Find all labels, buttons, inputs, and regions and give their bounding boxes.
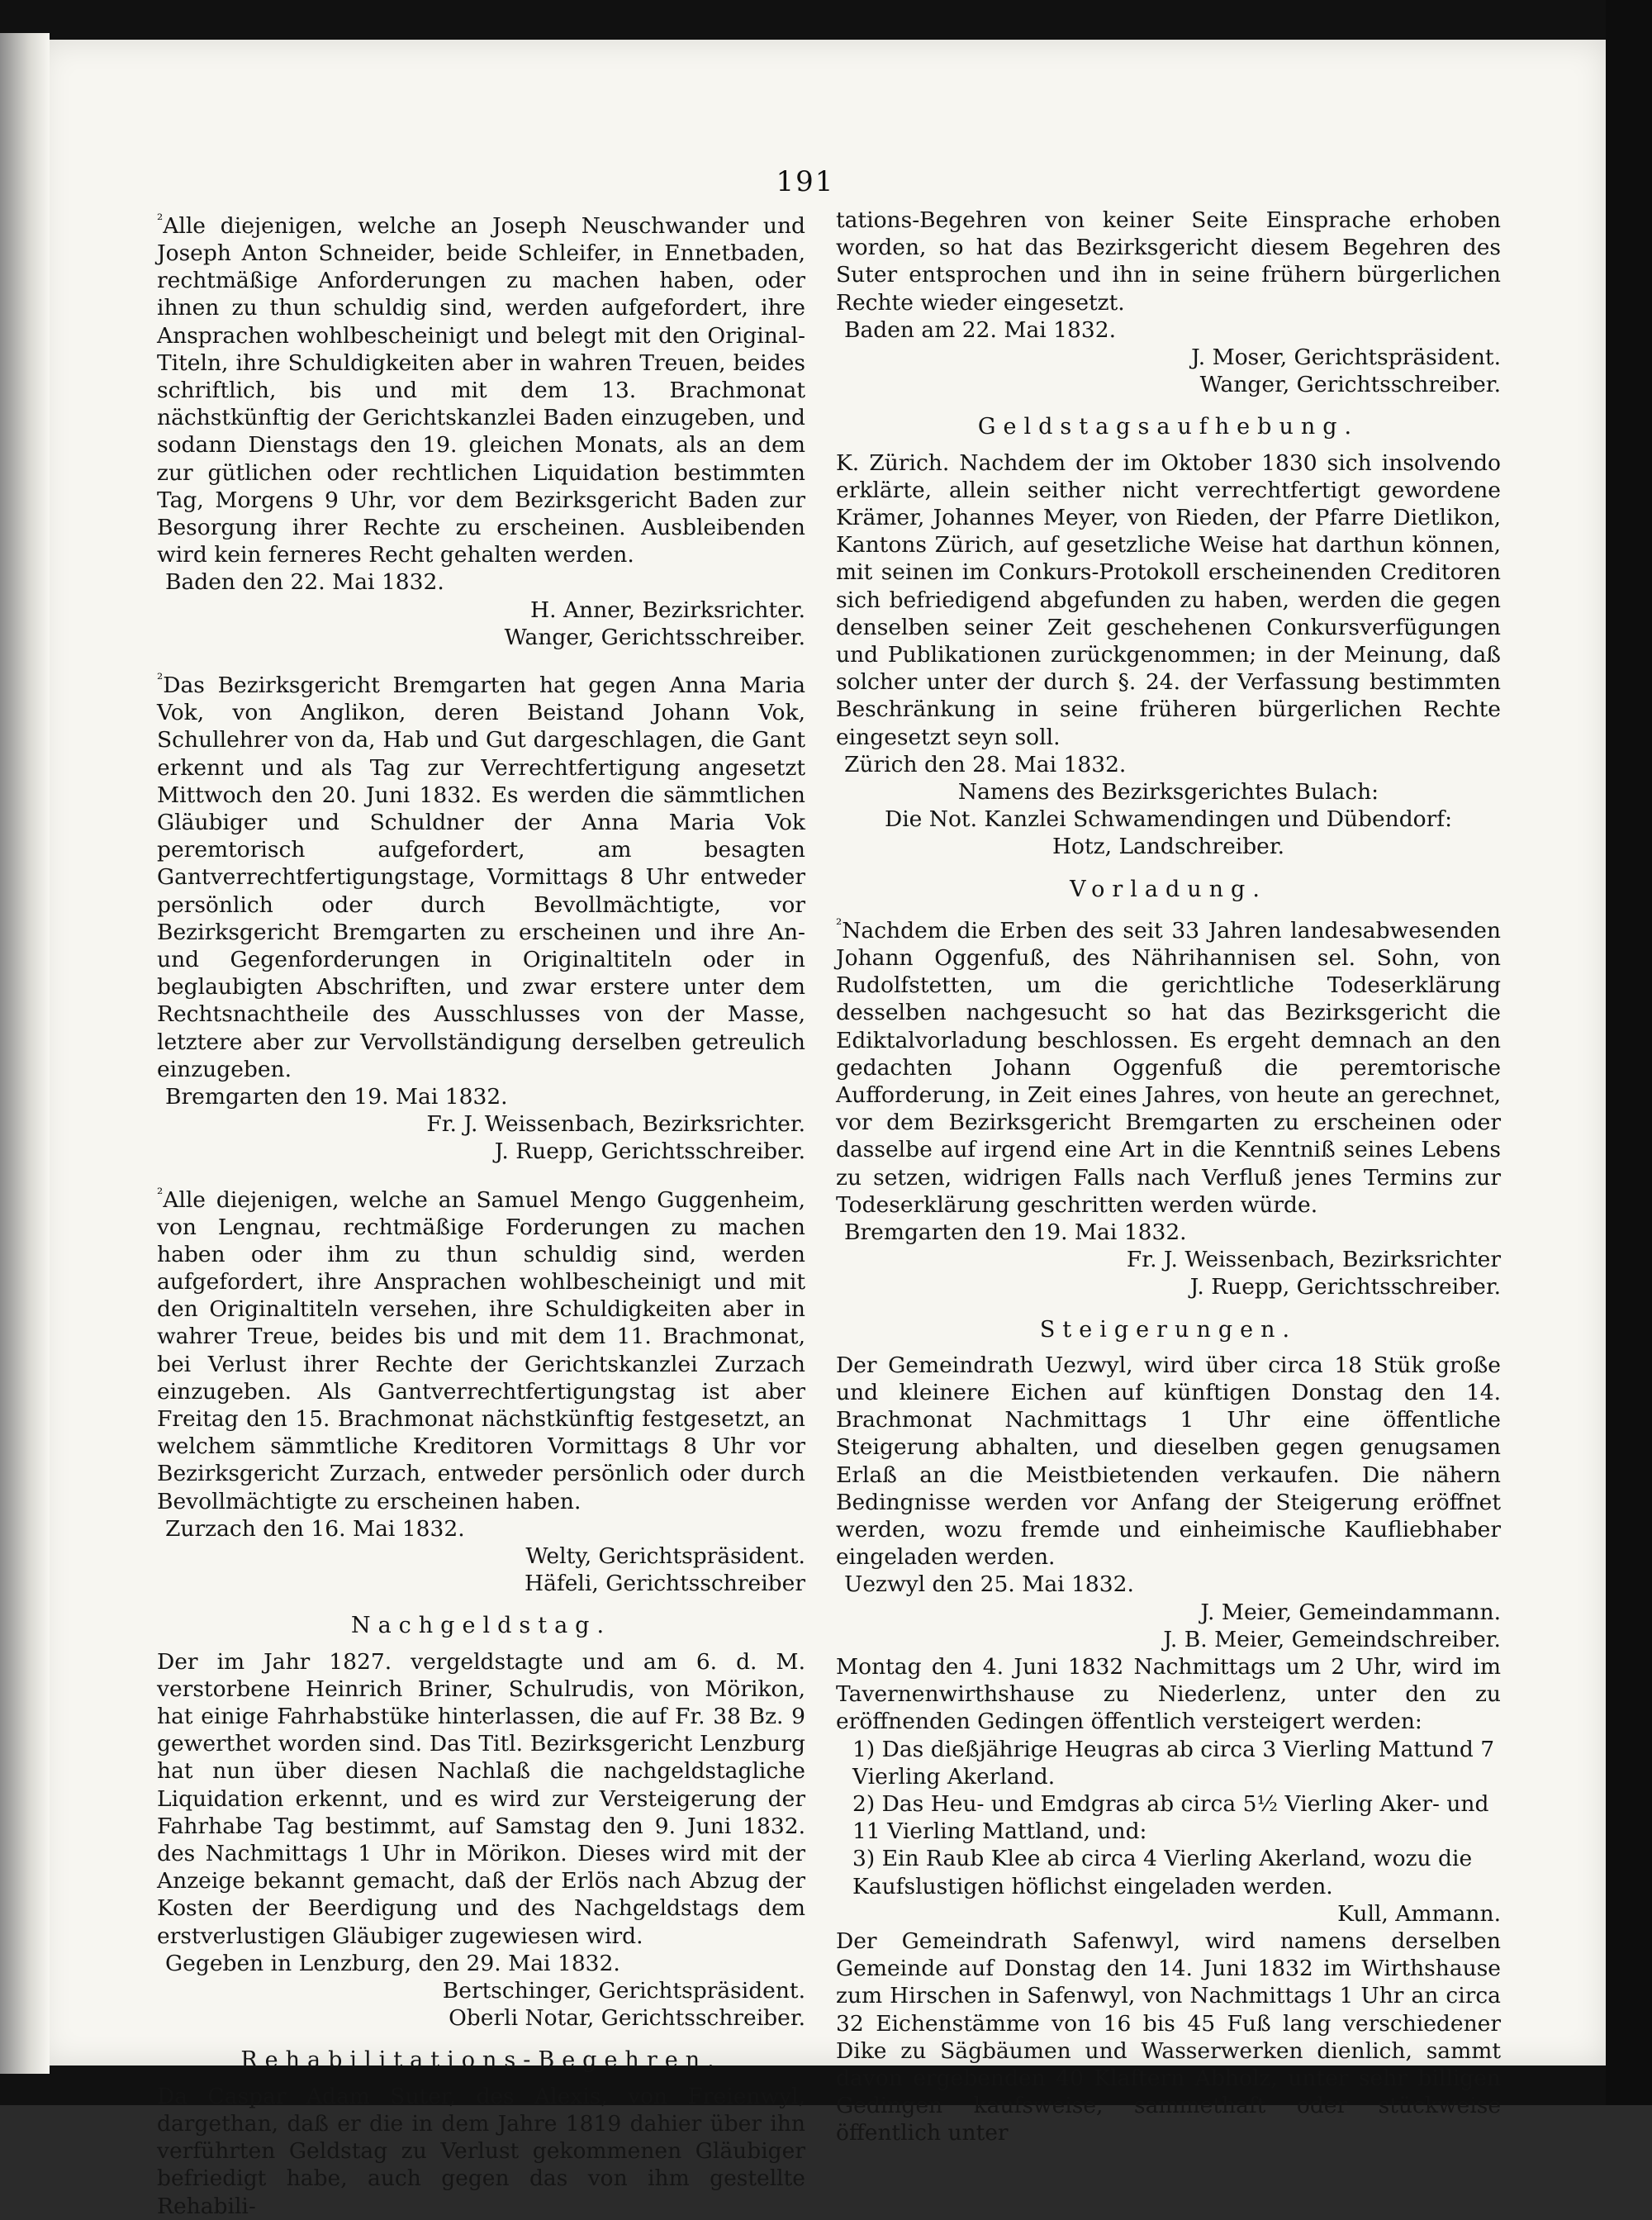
notice-paragraph	[836, 911, 1501, 1219]
block-text: Vorladung.	[1070, 876, 1267, 902]
block-text: tations-Begehren von keiner Seite Einsprache erhoben worden, so hat das Bezirksgericht diesem Begehren des Suter entsprochen und ihn in seine frühern bürgerlichen Rechte wieder eingesetzt.	[836, 207, 1501, 316]
notice-signature	[836, 1246, 1501, 1273]
section-heading	[836, 413, 1501, 440]
notice-paragraph	[157, 1648, 805, 1950]
block-text: Zurzach den 16. Mai 1832.	[165, 1515, 465, 1542]
notice-paragraph	[157, 1181, 805, 1515]
block-text: Häfeli, Gerichtsschreiber	[525, 1571, 805, 1597]
left-column	[157, 207, 805, 2220]
scan-right-edge	[1606, 0, 1652, 2105]
block-text: J. Moser, Gerichtspräsident.	[1191, 345, 1501, 371]
notice-signature	[157, 1570, 805, 1597]
notice-signature	[836, 1900, 1501, 1928]
notice-signature	[157, 597, 805, 624]
notice-signature	[157, 1977, 805, 2004]
list-item	[852, 1845, 1501, 1899]
page-number: 191	[776, 165, 835, 198]
block-text: Nachdem die Erben des seit 33 Jahren landesabwesenden Johann Oggenfuß, des Nährihannisen sel. Sohn, von Rudolfstetten, um die gerichtliche Todeserklärung desselben nachgesucht so hat das Bezirksgericht die Ediktalvorladung beschlossen. Es ergeht demnach an den gedachten Johann Oggenfuß die peremtorische Aufforderung, in Zeit eines Jahres, von heute an gerechnet, vor dem Bezirksgericht Bremgarten zu erscheinen oder dasselbe auf irgend eine Art in die Kenntniß seines Lebens zu setzen, widrigen Falls nach Verfluß jenes Termins zur Todeserklärung geschritten werden würde.	[836, 917, 1501, 1218]
insertion-mark: ²	[157, 671, 164, 689]
section-heading	[836, 1316, 1501, 1343]
section-heading	[836, 876, 1501, 903]
block-text: Bremgarten den 19. Mai 1832.	[844, 1219, 1187, 1245]
block-text: Der im Jahr 1827. vergeldstagte und am 6. d. M. verstorbene Heinrich Briner, Schulrudis, von Mörikon, hat einige Fahrhabstüke hinterlassen, die auf Fr. 38 Bz. 9 gewerthet worden sind. Das Titl. Bezirksgericht Lenzburg hat nun über diesen Nachlaß die nachgeldstagliche Liquidation erkennt, und es wird zur Versteigerung der Fahrhabe Tag bestimmt, auf Samstag den 9. Juni 1832. des Nachmittags 1 Uhr in Mörikon. Dieses wird mit der Anzeige bekannt gemacht, daß der Erlös nach Abzug der Kosten der Beerdigung und des Nachgeldstags dem erstverlustigen Gläubiger zugewiesen wird.	[157, 1648, 805, 1949]
notice-paragraph	[836, 207, 1501, 316]
block-text: Kull, Ammann.	[1337, 1900, 1501, 1927]
notice-dateline	[844, 1571, 1501, 1598]
block-text: Baden am 22. Mai 1832.	[844, 316, 1117, 343]
notice-signature	[157, 1110, 805, 1138]
block-text: Namens des Bezirksgerichtes Bulach:	[957, 779, 1379, 806]
notice-signature	[836, 371, 1501, 398]
block-text: Hotz, Landschreiber.	[1051, 834, 1285, 860]
notice-signature	[157, 2004, 805, 2032]
block-text: Der Gemeindrath Uezwyl, wird über circa 18 Stük große und kleinere Eichen auf künftigen Donstag den 14. Brachmonat Nachmittags 1 Uhr eine öffentliche Steigerung abhalten, und dieselben gegen genugsamen Erlaß an die Meistbietenden verkaufen. Die nähern Bedingnisse werden vor Anfang der Steigerung eröffnet werden, wozu fremde und einheimische Kaufliebhaber eingeladen werden.	[836, 1352, 1501, 1571]
block-text: Bertschinger, Gerichtspräsident.	[442, 1978, 805, 2004]
page-spine-shadow	[0, 33, 50, 2074]
block-text: Welty, Gerichtspräsident.	[525, 1543, 805, 1570]
block-text: Wanger, Gerichtsschreiber.	[1199, 372, 1501, 398]
block-text: Gegeben in Lenzburg, den 29. Mai 1832.	[165, 1950, 620, 1976]
section-heading	[157, 1612, 805, 1639]
block-text: Zürich den 28. Mai 1832.	[844, 751, 1127, 777]
notice-signature	[836, 1626, 1501, 1653]
block-text: Uezwyl den 25. Mai 1832.	[844, 1571, 1134, 1598]
block-text: H. Anner, Bezirksrichter.	[530, 597, 805, 623]
insertion-mark: ²	[157, 212, 164, 229]
block-text: Da Caspar Adam Suter, des Alexis, von Freienwyl, dargethan, daß er die in dem Jahre 1819 dahier über ihn verführten Geldstag zu Verlust gekommenen Gläubiger befriedigt habe, auch gegen das von ihm gestellte Rehabili-	[157, 2083, 805, 2219]
centered-line	[836, 833, 1501, 860]
list-item	[852, 1790, 1501, 1845]
centered-line	[836, 778, 1501, 806]
block-text: Wanger, Gerichtsschreiber.	[504, 624, 805, 650]
block-text: Oberli Notar, Gerichtsschreiber.	[449, 2005, 805, 2032]
insertion-mark: ²	[157, 1185, 164, 1203]
block-text: Alle diejenigen, welche an Joseph Neuschwander und Joseph Anton Schneider, beide Schleifer, in Ennetbaden, rechtmäßige Anforderungen zu machen haben, oder ihnen zu thun schuldig sind, werden aufgefordert, ihre Ansprachen wohlbescheinigt und belegt mit den Original-Titeln, ihre Schuldigkeiten aber in wahren Treuen, beides schriftlich, bis und mit dem 13. Brachmonat nächstkünftig der Gerichtskanzlei Baden einzugeben, und sodann Dienstags den 19. gleichen Monats, als an dem zur gütlichen oder rechtlichen Liquidation bestimmten Tag, Morgens 9 Uhr, vor dem Bezirksgericht Baden zur Besorgung ihrer Rechte zu erscheinen. Ausbleibenden wird kein ferneres Recht gehalten werden.	[157, 212, 805, 568]
block-text: K. Zürich. Nachdem der im Oktober 1830 sich insolvendo erklärte, allein seither nicht verrechtfertigt gewordene Krämer, Johannes Meyer, von Rieden, der Pfarre Dietlikon, Kantons Zürich, auf gesetzliche Weise hat darthun können, mit seinen im Conkurs-Protokoll erscheinenden Creditoren sich befriedigend abgefunden zu haben, werden die gegen denselben seiner Zeit geschehenen Conkursverfügungen und Publikationen zurückgenommen; in der Meinung, daß solcher unter der durch §. 24. der Verfassung bestimmten Beschränkung in seine früheren bürgerlichen Rechte eingesetzt seyn soll.	[836, 449, 1501, 750]
notice-signature	[836, 344, 1501, 371]
block-text: J. Meier, Gemeindammann.	[1200, 1599, 1501, 1625]
block-text: Fr. J. Weissenbach, Bezirksrichter	[1126, 1247, 1501, 1273]
insertion-mark: ²	[836, 915, 843, 934]
notice-dateline	[165, 568, 805, 596]
notice-dateline	[844, 1219, 1501, 1246]
block-text: Alle diejenigen, welche an Samuel Mengo Guggenheim, von Lengnau, rechtmäßige Forderungen zu machen haben oder ihm zu thun schuldig sind, werden aufgefordert, ihre Ansprachen wohlbescheinigt und mit den Originaltiteln versehen, ihre Schuldigkeiten aber in wahrer Treue, beides bis und mit dem 11. Brachmonat, bei Verlust ihrer Rechte der Gerichtskanzlei Zurzach einzugeben. Als Gantverrechtfertigungstag ist aber Freitag den 15. Brachmonat nächstkünftig festgesetzt, an welchem sämmtliche Kreditoren Vormittags 8 Uhr vor Bezirksgericht Zurzach, entweder persönlich oder durch Bevollmächtigte zu erscheinen haben.	[157, 1186, 805, 1514]
block-text: Nachgeldstag.	[350, 1613, 612, 1639]
right-column	[836, 207, 1501, 2147]
block-text: Rehabilitations-Begehren.	[240, 2047, 722, 2074]
section-heading	[157, 2046, 805, 2074]
block-text: J. Ruepp, Gerichtsschreiber.	[1189, 1274, 1501, 1300]
notice-signature	[157, 624, 805, 651]
block-text: 3) Ein Raub Klee ab circa 4 Vierling Akerland, wozu die Kaufslustigen höflichst eingeladen werden.	[852, 1846, 1473, 1899]
block-text: Der Gemeindrath Safenwyl, wird namens derselben Gemeinde auf Donstag den 14. Juni 1832 im Wirthshause zum Hirschen in Safenwyl, von Nachmittags 1 Uhr an circa 32 Eichenstämme von 16 bis 45 Fuß lang verschiedener Dike zu Sägbäumen und Wasserwerken dienlich, sammt davon ergebenden 40 Klaftern Abholz, unter sehr billigen Gedingen kaufsweise, sammethaft oder stückweise öffentlich unter	[836, 1928, 1501, 2146]
notice-signature	[157, 1543, 805, 1570]
block-text: Das Bezirksgericht Bremgarten hat gegen Anna Maria Vok, von Anglikon, deren Beistand Johann Vok, Schullehrer von da, Hab und Gut dargeschlagen, die Gant erkennt und als Tag zur Verrechtfertigung angesetzt Mittwoch den 20. Juni 1832. Es werden die sämmtlichen Gläubiger und Schuldner der Anna Maria Vok peremtorisch aufgefordert, am besagten Gantverrechtfertigungstage, Vormittags 8 Uhr entweder persönlich oder durch Bevollmächtigte, vor Bezirksgericht Bremgarten zu erscheinen und ihre An- und Gegenforderungen in Originaltiteln oder in beglaubigten Abschriften, und zwar erstere unter dem Rechtsnachtheile des Ausschlusses von der Masse, letztere aber zur Vervollständigung derselben getreulich einzugeben.	[157, 672, 805, 1082]
spacer	[157, 651, 805, 666]
block-text: Die Not. Kanzlei Schwamendingen und Dübendorf:	[884, 806, 1453, 833]
notice-paragraph	[157, 207, 805, 568]
centered-line	[836, 806, 1501, 833]
block-text: Montag den 4. Juni 1832 Nachmittags um 2 Uhr, wird im Tavernenwirthshause zu Niederlenz, unter den zu eröffnenden Gedingen öffentlich versteigert werden:	[836, 1653, 1501, 1735]
notice-signature	[836, 1273, 1501, 1300]
block-text: J. Ruepp, Gerichtsschreiber.	[494, 1139, 805, 1165]
notice-paragraph	[836, 449, 1501, 751]
block-text: Steigerungen.	[1039, 1316, 1298, 1343]
block-text: 2) Das Heu- und Emdgras ab circa 5½ Vierling Aker- und 11 Vierling Mattland, und:	[852, 1791, 1489, 1845]
notice-paragraph	[836, 1653, 1501, 1736]
notice-paragraph	[157, 666, 805, 1083]
notice-paragraph	[836, 1352, 1501, 1571]
block-text: 1) Das dießjährige Heugras ab circa 3 Vierling Mattund 7 Vierling Akerland.	[852, 1736, 1495, 1790]
notice-dateline	[165, 1950, 805, 1977]
block-text: J. B. Meier, Gemeindschreiber.	[1163, 1626, 1501, 1652]
notice-dateline	[844, 316, 1501, 344]
notice-signature	[836, 1599, 1501, 1626]
block-text: Fr. J. Weissenbach, Bezirksrichter.	[426, 1111, 805, 1138]
block-text: Geldstagsaufhebung.	[977, 414, 1360, 440]
notice-paragraph	[157, 2083, 805, 2220]
notice-paragraph	[836, 1928, 1501, 2147]
list-item	[852, 1736, 1501, 1790]
notice-dateline	[844, 751, 1501, 778]
notice-signature	[157, 1138, 805, 1165]
block-text: Bremgarten den 19. Mai 1832.	[165, 1083, 508, 1110]
spacer	[157, 1166, 805, 1181]
notice-dateline	[165, 1515, 805, 1543]
notice-dateline	[165, 1083, 805, 1110]
block-text: Baden den 22. Mai 1832.	[165, 569, 444, 596]
